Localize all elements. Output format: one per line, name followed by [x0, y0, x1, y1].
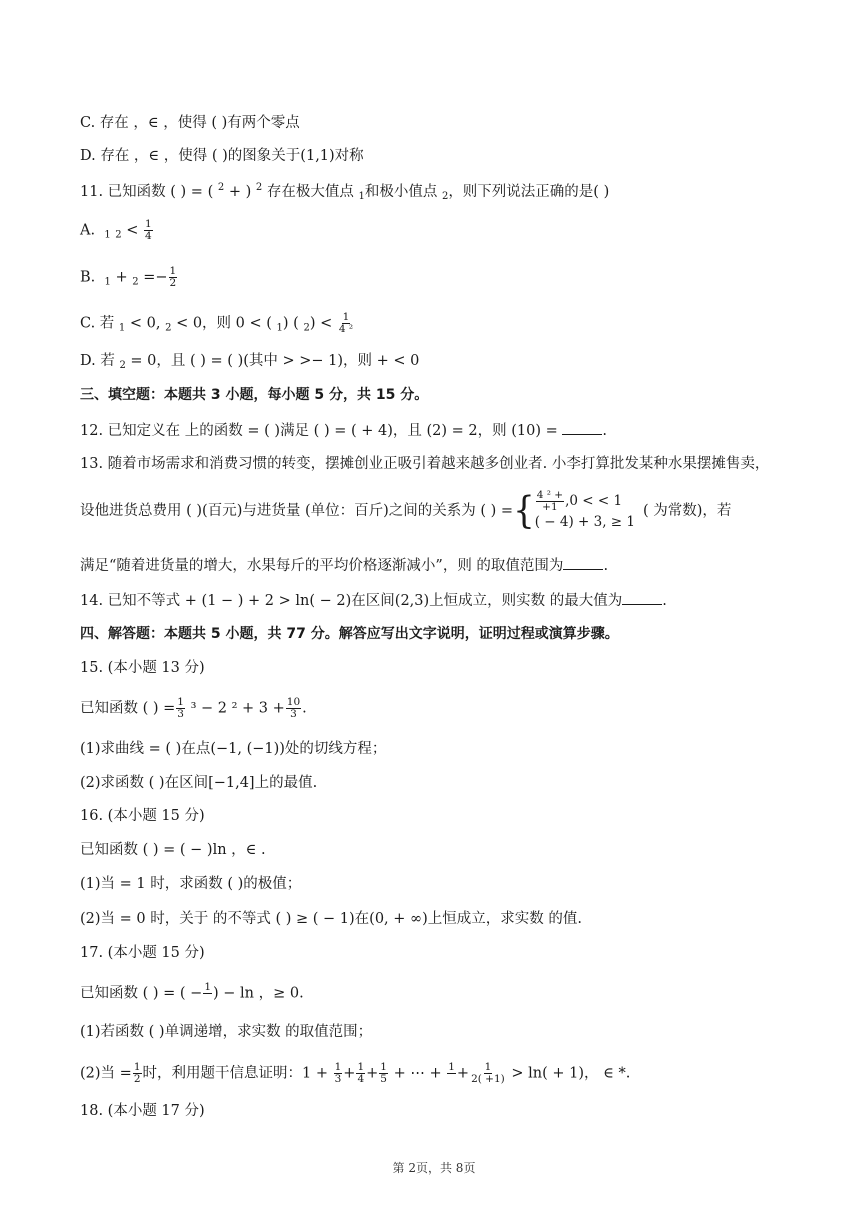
- question-11: 11. 已知函数 ( ) = ( $^2$ + ) $^2$ 存在极大值点 $_1$和极小值点 $_2$，则下列说法正确的是( ): [80, 182, 610, 202]
- option-a-q11: A. $_1$ $_2$ < $\frac{1}{4}$: [80, 218, 152, 243]
- fraction: $\frac{1}{2( +1)}$: [471, 1061, 505, 1086]
- question-16-stem: 已知函数 ( ) = ( − )ln ，∈ .: [80, 842, 266, 858]
- question-13-end: 满足“随着进货量的增大，水果每斤的平均价格逐渐减小”，则 的取值范围为 .: [80, 558, 609, 574]
- question-13-formula: 设他进货总费用 ( )(百元)与进货量 (单位：百斤)之间的关系为 ( ) = { $\frac{\text{4 ² +}}{+1}$ ,0 < < 1 ( − 4) + 3, ≥ 1 ( 为常数)，若: [80, 489, 732, 534]
- fraction: 1: [448, 1061, 455, 1073]
- option-b-q11: B. $_1$ + $_2$ =− $\frac{1}{2}$: [80, 265, 177, 290]
- question-18-header: 18. (本小题 17 分): [80, 1103, 205, 1119]
- question-13: 13. 随着市场需求和消费习惯的转变，摆摊创业正吸引着越来越多创业者. 小李打算批发某种水果摆摊售卖，: [80, 456, 770, 472]
- question-17-part-1: (1)若函数 ( )单调递增，求实数 的取值范围；: [80, 1024, 373, 1040]
- fraction: $\frac{10}{3}$: [286, 696, 301, 721]
- answer-blank: [563, 557, 603, 570]
- answer-blank: [622, 592, 662, 605]
- section-3-heading: 三、填空题：本题共 3 小题，每小题 5 分，共 15 分。: [80, 387, 429, 403]
- fraction: $\frac{1}{2}$: [133, 1061, 141, 1086]
- option-d-q11: D. 若 $_2$ = 0，且 ( ) = ( )(其中 > >− 1)，则 + < 0: [80, 353, 420, 371]
- fraction: $\frac{1}{5}$: [380, 1061, 387, 1086]
- option-d-q10: D. 存在 ，∈ ，使得 ( )的图象关于(1,1)对称: [80, 148, 364, 164]
- question-15-header: 15. (本小题 13 分): [80, 660, 205, 676]
- option-c-q10: C. 存在 ，∈ ，使得 ( )有两个零点: [80, 115, 300, 131]
- fraction: 1: [204, 981, 212, 993]
- page-footer: 第 2页，共 8页: [392, 1161, 476, 1175]
- question-16-part-1: (1)当 = 1 时，求函数 ( )的极值；: [80, 876, 302, 892]
- question-17-stem: 已知函数 ( ) = ( − 1 ) − ln ，≥ 0.: [80, 982, 808, 1005]
- fraction: $\frac{1}{3}$: [177, 696, 184, 721]
- question-17-header: 17. (本小题 15 分): [80, 945, 205, 961]
- fraction: $\frac{1}{3}$: [334, 1061, 342, 1086]
- question-14: 14. 已知不等式 + (1 − ) + 2 > ln( − 2)在区间(2,3)上恒成立，则实数 的最大值为 .: [80, 593, 667, 609]
- fraction: $\frac{1}{4}$: [357, 1061, 365, 1086]
- question-15-stem: 已知函数 ( ) = $\frac{1}{3}$ ³ − 2 ² + 3 + $\frac{10}{3}$ .: [80, 696, 307, 721]
- question-17-part-2: (2)当 = $\frac{1}{2}$ 时，利用题干信息证明：1 + $\frac{1}{3}$ + $\frac{1}{4}$ + $\frac{1}{5}$ + ⋯ + 1 + $\frac{1}{2( +1)}$ > ln( + 1)， ∈ *.: [80, 1061, 631, 1086]
- fraction: $\frac{1}{4}$: [145, 218, 152, 243]
- question-15-part-1: (1)求曲线 = ( )在点(−1, (−1))处的切线方程；: [80, 741, 387, 757]
- fraction: $\frac{1}{2}$: [169, 265, 177, 290]
- question-16-part-2: (2)当 = 0 时，关于 的不等式 ( ) ≥ ( − 1)在(0, + ∞)上恒成立，求实数 的值.: [80, 911, 582, 927]
- piecewise-function: { $\frac{\text{4 ² +}}{+1}$ ,0 < < 1 ( − 4) + 3, ≥ 1: [513, 489, 635, 534]
- fraction: $\frac{1}{\text{4 ²}}$: [338, 311, 354, 336]
- answer-blank: [562, 422, 602, 435]
- question-12: 12. 已知定义在 上的函数 = ( )满足 ( ) = ( + 4)，且 (2) = 2，则 (10) = .: [80, 423, 607, 439]
- section-4-heading: 四、解答题：本题共 5 小题，共 77 分。解答应写出文字说明，证明过程或演算步骤。: [80, 626, 619, 642]
- question-16-header: 16. (本小题 15 分): [80, 808, 205, 824]
- question-15-part-2: (2)求函数 ( )在区间[−1,4]上的最值.: [80, 775, 318, 791]
- option-c-q11: C. 若 $_1$ < 0, $_2$ < 0，则 0 < ( $_1$) ( $_2$) < $\frac{1}{\text{4 ²}}$: [80, 311, 354, 336]
